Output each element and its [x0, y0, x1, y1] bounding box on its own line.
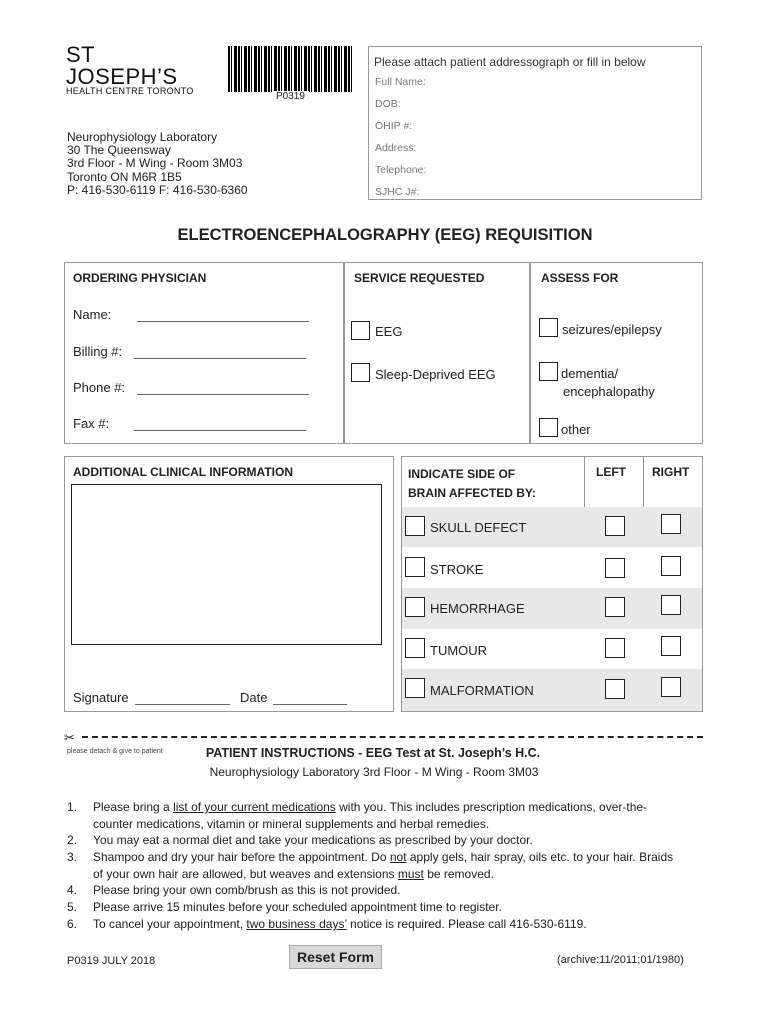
lab-name: Neurophysiology Laboratory [67, 130, 218, 144]
item-number: 6. [67, 917, 78, 931]
brain-side-heading-line2: BRAIN AFFECTED BY: [408, 486, 536, 500]
skull-defect-checkbox[interactable] [405, 516, 425, 536]
item-text [93, 849, 683, 882]
skull-defect-label: SKULL DEFECT [430, 520, 527, 535]
phone-label: Phone #: [73, 380, 126, 395]
billing-label: Billing #: [73, 344, 123, 359]
clinical-info-textarea[interactable] [71, 484, 382, 645]
dementia-checkbox[interactable] [539, 362, 558, 381]
brain-side-heading [408, 465, 536, 503]
tumour-label: TUMOUR [430, 643, 488, 658]
reset-form-button[interactable]: Reset Form [289, 945, 382, 969]
item-number: 4. [67, 883, 78, 897]
hemorrhage-left-checkbox[interactable] [605, 597, 625, 617]
service-requested-box [344, 262, 530, 444]
lab-address [67, 131, 248, 197]
table-divider [584, 456, 585, 507]
item-text-part: Shampoo and dry your hair before the appointment. Do [93, 850, 390, 864]
item-number: 5. [67, 900, 78, 914]
instructions-title [0, 746, 770, 760]
lab-contact: P: 416-530-6119 F: 416-530-6360 [67, 182, 248, 197]
fax-label: Fax #: [73, 416, 110, 431]
table-divider [643, 456, 644, 507]
page-title: ELECTROENCEPHALOGRAPHY (EEG) REQUISITION [177, 226, 593, 244]
item-text [93, 799, 683, 832]
hemorrhage-right-checkbox[interactable] [661, 595, 681, 615]
right-column-header: RIGHT [652, 465, 690, 479]
stroke-right-checkbox[interactable] [661, 556, 681, 576]
sleep-deprived-eeg-label: Sleep-Deprived EEG [375, 367, 496, 382]
item-text: You may eat a normal diet and take your medications as prescribed by your doctor. [93, 833, 533, 847]
item-text-part: with you. This includes prescription medications, over-the-counter medications, vitamin or mineral supplements and herbal remedies. [93, 800, 648, 831]
signature-input[interactable] [135, 704, 230, 705]
item-text: Please arrive 15 minutes before your scheduled appointment time to register. [93, 900, 502, 914]
service-requested-heading: SERVICE REQUESTED [354, 271, 485, 285]
stroke-left-checkbox[interactable] [605, 558, 625, 578]
seizures-label: seizures/epilepsy [562, 322, 662, 337]
item-number: 1. [67, 800, 78, 814]
scissors-icon: ✂ [64, 730, 75, 745]
clinical-info-heading: ADDITIONAL CLINICAL INFORMATION [73, 465, 293, 479]
item-text-underlined: must [397, 866, 424, 881]
ohip-field[interactable]: OHIP #: [375, 120, 413, 132]
sleep-deprived-eeg-checkbox[interactable] [351, 363, 370, 382]
stroke-label: STROKE [430, 562, 484, 577]
tumour-checkbox[interactable] [405, 638, 425, 658]
instructions-subtitle [0, 765, 770, 779]
item-text-underlined: not [389, 850, 407, 864]
lab-city: Toronto ON M6R 1B5 [67, 169, 182, 184]
item-number: 2. [67, 833, 78, 847]
encephalopathy-label: encephalopathy [563, 384, 655, 399]
patient-box-heading: Please attach patient addressograph or fill in below [374, 55, 646, 69]
item-text-underlined: list of your current medications [173, 800, 336, 814]
telephone-field[interactable]: Telephone: [375, 164, 427, 176]
lab-street: 30 The Queensway [67, 143, 171, 158]
malformation-left-checkbox[interactable] [605, 679, 625, 699]
item-text-underlined: two business days’ [246, 917, 347, 931]
sjhc-field[interactable]: SJHC J#: [375, 186, 420, 198]
archive-note: (archive:11/2011;01/1980) [557, 954, 684, 966]
barcode [228, 46, 352, 92]
eeg-checkbox[interactable] [351, 321, 370, 340]
item-text-part: be removed. [423, 866, 494, 881]
item-text-part: apply gels, hair spray, oils etc. to your hair. Braids of your own hair are allowed, but weaves and extensions [93, 850, 674, 881]
malformation-label: MALFORMATION [430, 683, 534, 698]
ordering-physician-heading: ORDERING PHYSICIAN [73, 271, 207, 285]
phone-input[interactable] [137, 394, 309, 395]
hemorrhage-label: HEMORRHAGE [430, 601, 525, 616]
item-number: 3. [67, 850, 78, 864]
malformation-checkbox[interactable] [405, 678, 425, 698]
address-field[interactable]: Address: [375, 142, 417, 154]
instructions-title-text: PATIENT INSTRUCTIONS - EEG Test at St. Joseph’s H.C. [205, 746, 541, 760]
signature-label: Signature [73, 690, 129, 705]
logo-subtitle: HEALTH CENTRE TORONTO [66, 86, 194, 96]
hemorrhage-checkbox[interactable] [405, 597, 425, 617]
skull-defect-left-checkbox[interactable] [605, 516, 625, 536]
item-text-part: To cancel your appointment, [93, 917, 247, 931]
full-name-field[interactable]: Full Name: [375, 76, 426, 88]
date-input[interactable] [273, 704, 347, 705]
logo [66, 44, 178, 88]
logo-line2: JOSEPH’S [66, 64, 178, 89]
assess-for-heading: ASSESS FOR [541, 271, 619, 285]
form-code: P0319 JULY 2018 [67, 955, 156, 967]
tumour-right-checkbox[interactable] [661, 636, 681, 656]
item-text [93, 916, 683, 933]
item-text: Please bring your own comb/brush as this is not provided. [93, 883, 401, 897]
barcode-number: P0319 [272, 91, 309, 102]
instructions-subtitle-text: Neurophysiology Laboratory 3rd Floor - M Wing - Room 3M03 [209, 765, 539, 779]
patient-info-box [368, 46, 702, 200]
billing-input[interactable] [134, 358, 306, 359]
dob-field[interactable]: DOB: [375, 98, 401, 110]
eeg-label: EEG [375, 324, 403, 339]
brain-side-heading-line1: INDICATE SIDE OF [408, 467, 516, 481]
malformation-right-checkbox[interactable] [661, 677, 681, 697]
lab-floor: 3rd Floor - M Wing - Room 3M03 [67, 156, 243, 171]
logo-line1: ST [66, 42, 96, 67]
detach-note: please detach & give to patient [67, 748, 163, 755]
seizures-checkbox[interactable] [539, 318, 558, 337]
item-text-part: notice is required. Please call 416-530-6119. [346, 917, 587, 931]
dementia-label: dementia/ [561, 366, 619, 381]
other-label: other [561, 422, 591, 437]
item-text-part: Please bring a [93, 800, 174, 814]
fax-input[interactable] [134, 430, 306, 431]
physician-name-input[interactable] [137, 321, 309, 322]
tumour-left-checkbox[interactable] [605, 638, 625, 658]
skull-defect-right-checkbox[interactable] [661, 514, 681, 534]
assess-for-box [530, 262, 703, 444]
stroke-checkbox[interactable] [405, 557, 425, 577]
physician-name-label: Name: [73, 307, 112, 322]
detach-line [82, 736, 703, 738]
other-checkbox[interactable] [539, 418, 558, 437]
date-label: Date [240, 690, 268, 705]
left-column-header: LEFT [596, 465, 626, 479]
instructions-list [67, 799, 687, 939]
